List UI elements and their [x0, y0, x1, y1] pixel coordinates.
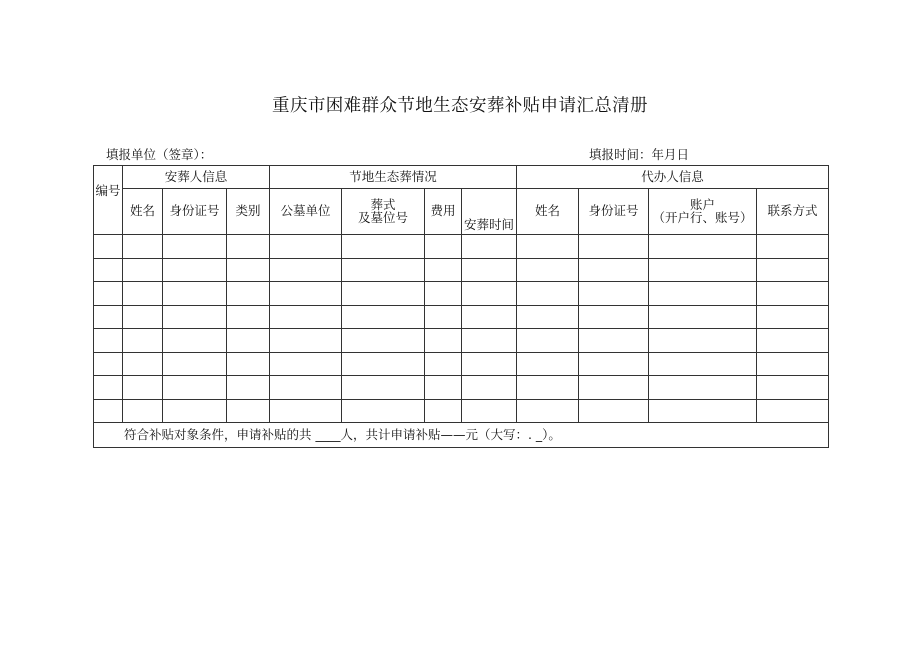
table-cell[interactable] [163, 329, 227, 353]
summary-table [93, 165, 829, 448]
footer-row [94, 423, 829, 448]
table-cell[interactable] [94, 376, 123, 400]
table-row [94, 376, 829, 400]
table-cell[interactable] [649, 282, 757, 306]
table-cell[interactable] [94, 352, 123, 376]
table-cell[interactable] [227, 282, 270, 306]
table-cell[interactable] [425, 399, 462, 423]
table-cell[interactable] [270, 282, 342, 306]
table-row [94, 329, 829, 353]
account-header-line2: （开户行、账号） [652, 209, 753, 225]
table-cell[interactable] [342, 399, 425, 423]
table-cell[interactable] [462, 235, 517, 259]
agent-name-header: 姓名 [517, 189, 579, 235]
table-cell[interactable] [270, 329, 342, 353]
deceased-name-header: 姓名 [123, 189, 163, 235]
table-cell[interactable] [94, 305, 123, 329]
header-row-groups [94, 166, 829, 189]
header-row-columns [94, 189, 829, 235]
table-cell[interactable] [757, 376, 829, 400]
table-cell[interactable] [649, 376, 757, 400]
burial-time-header: 安葬时间 [462, 189, 517, 235]
table-cell[interactable] [425, 258, 462, 282]
table-cell[interactable] [123, 399, 163, 423]
table-cell[interactable] [227, 258, 270, 282]
table-cell[interactable] [163, 305, 227, 329]
table-cell[interactable] [425, 282, 462, 306]
contact-header: 联系方式 [757, 189, 829, 235]
table-cell[interactable] [517, 305, 579, 329]
table-cell[interactable] [123, 376, 163, 400]
table-cell[interactable] [94, 235, 123, 259]
table-cell[interactable] [270, 352, 342, 376]
table-cell[interactable] [270, 258, 342, 282]
burial-group-header: 节地生态葬情况 [270, 166, 517, 189]
cost-header: 费用 [425, 189, 462, 235]
table-row [94, 305, 829, 329]
summary-footer-text: 符合补贴对象条件，申请补贴的共 ____人，共计申请补贴——元（大写：. _）。 [94, 423, 829, 448]
table-cell[interactable] [649, 352, 757, 376]
table-cell[interactable] [757, 399, 829, 423]
table-cell[interactable] [425, 305, 462, 329]
deceased-category-header: 类别 [227, 189, 270, 235]
table-cell[interactable] [462, 305, 517, 329]
table-cell[interactable] [163, 399, 227, 423]
table-cell[interactable] [517, 258, 579, 282]
table-cell[interactable] [425, 235, 462, 259]
table-cell[interactable] [757, 329, 829, 353]
table-cell[interactable] [227, 305, 270, 329]
table-cell[interactable] [123, 352, 163, 376]
account-header-line1: 账户 [690, 197, 716, 212]
table-cell[interactable] [517, 399, 579, 423]
table-cell[interactable] [517, 282, 579, 306]
table-row [94, 352, 829, 376]
number-header-cell [94, 166, 123, 235]
table-row [94, 258, 829, 282]
table-cell[interactable] [517, 235, 579, 259]
table-cell[interactable] [462, 399, 517, 423]
table-cell[interactable] [227, 399, 270, 423]
table-cell[interactable] [579, 282, 649, 306]
table-cell[interactable] [163, 258, 227, 282]
table-cell[interactable] [649, 329, 757, 353]
table-cell[interactable] [517, 329, 579, 353]
table-cell[interactable] [342, 258, 425, 282]
table-cell[interactable] [517, 376, 579, 400]
table-cell[interactable] [123, 282, 163, 306]
table-cell[interactable] [757, 258, 829, 282]
table-cell[interactable] [462, 352, 517, 376]
table-cell[interactable] [342, 376, 425, 400]
table-cell[interactable] [757, 352, 829, 376]
table-row [94, 235, 829, 259]
table-cell[interactable] [462, 376, 517, 400]
table-cell[interactable] [462, 329, 517, 353]
agent-id-header: 身份证号 [579, 189, 649, 235]
table-cell[interactable] [342, 352, 425, 376]
table-cell[interactable] [227, 352, 270, 376]
table-cell[interactable] [517, 352, 579, 376]
table-cell[interactable] [270, 376, 342, 400]
document-title: 重庆市困难群众节地生态安葬补贴申请汇总清册 [272, 96, 648, 116]
deceased-id-header: 身份证号 [163, 189, 227, 235]
table-cell[interactable] [123, 305, 163, 329]
table-cell[interactable] [123, 329, 163, 353]
table-cell[interactable] [342, 329, 425, 353]
table-cell[interactable] [425, 376, 462, 400]
table-cell[interactable] [123, 258, 163, 282]
table-cell[interactable] [94, 329, 123, 353]
table-cell[interactable] [425, 352, 462, 376]
table-cell[interactable] [425, 329, 462, 353]
number-header: 编号 [95, 182, 121, 198]
table-cell[interactable] [649, 305, 757, 329]
table-cell[interactable] [649, 399, 757, 423]
account-header [649, 189, 757, 235]
table-cell[interactable] [579, 235, 649, 259]
table-cell[interactable] [649, 258, 757, 282]
table-cell[interactable] [227, 235, 270, 259]
table-cell[interactable] [94, 282, 123, 306]
deceased-group-header: 安葬人信息 [123, 166, 270, 189]
data-rows [94, 235, 829, 423]
table-cell[interactable] [579, 305, 649, 329]
table-cell[interactable] [163, 376, 227, 400]
table-cell[interactable] [163, 282, 227, 306]
table-cell[interactable] [579, 376, 649, 400]
table-cell[interactable] [227, 329, 270, 353]
table-cell[interactable] [342, 282, 425, 306]
fill-unit-label: 填报单位（签章）： [106, 147, 213, 162]
table-cell[interactable] [579, 329, 649, 353]
burial-method-header [342, 189, 425, 235]
fill-time-label: 填报时间：年月日 [589, 147, 690, 162]
burial-method-header-line2: 及墓位号 [357, 209, 408, 225]
table-cell[interactable] [579, 258, 649, 282]
burial-method-header-line1: 葬式 [370, 197, 396, 212]
table-cell[interactable] [94, 399, 123, 423]
table-row [94, 282, 829, 306]
table-cell[interactable] [757, 282, 829, 306]
table-cell[interactable] [123, 235, 163, 259]
table-cell[interactable] [757, 305, 829, 329]
table-cell[interactable] [579, 399, 649, 423]
agent-group-header: 代办人信息 [517, 166, 829, 189]
table-cell[interactable] [342, 235, 425, 259]
table-cell[interactable] [462, 282, 517, 306]
table-cell[interactable] [163, 235, 227, 259]
table-cell[interactable] [649, 235, 757, 259]
table-cell[interactable] [462, 258, 517, 282]
table-cell[interactable] [270, 305, 342, 329]
table-row [94, 399, 829, 423]
table-cell[interactable] [579, 352, 649, 376]
table-cell[interactable] [757, 235, 829, 259]
cemetery-header: 公墓单位 [270, 189, 342, 235]
table-cell[interactable] [227, 376, 270, 400]
table-cell[interactable] [342, 305, 425, 329]
table-cell[interactable] [163, 352, 227, 376]
table-cell[interactable] [270, 399, 342, 423]
table-cell[interactable] [94, 258, 123, 282]
table-cell[interactable] [270, 235, 342, 259]
